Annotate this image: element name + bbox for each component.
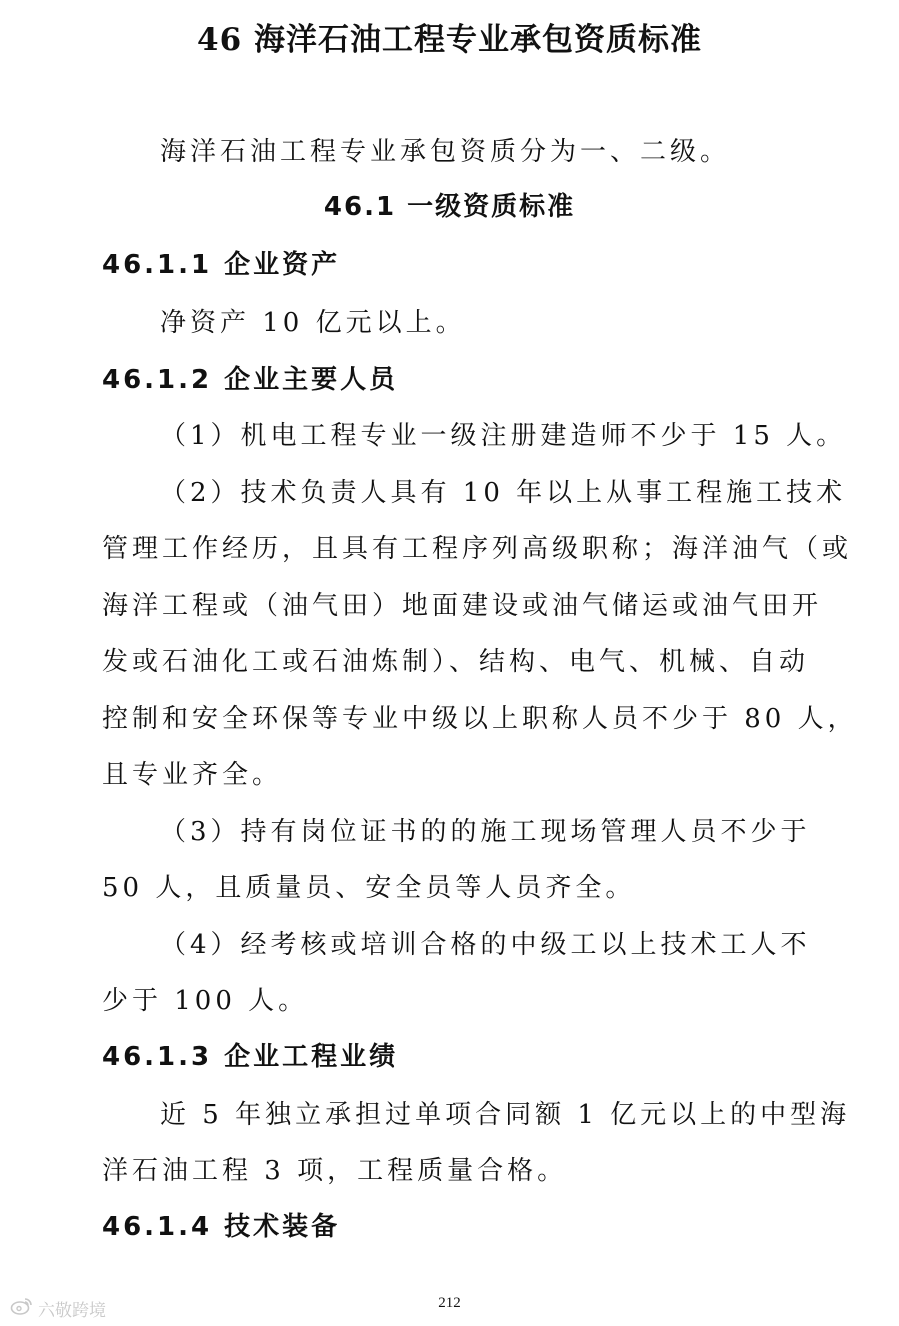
personnel-item-2-line-5: 控制和安全环保等专业中级以上职称人员不少于 80 人， [102, 704, 858, 734]
performance-line-2: 洋石油工程 3 项，工程质量合格。 [102, 1156, 568, 1186]
subsection-heading-46-1-3: 46.1.3 企业工程业绩 [102, 1042, 399, 1072]
personnel-item-3-line-1: （3）持有岗位证书的的施工现场管理人员不少于 [160, 817, 811, 847]
personnel-item-4-line-1: （4）经考核或培训合格的中级工以上技术工人不 [160, 930, 811, 960]
personnel-item-4-line-2: 少于 100 人。 [102, 986, 309, 1016]
section-heading-46-1: 46.1 一级资质标准 [323, 192, 576, 222]
weibo-logo-icon [10, 1296, 38, 1321]
watermark-text: 六敬跨境 [38, 1301, 106, 1321]
personnel-item-2-line-6: 且专业齐全。 [102, 760, 283, 790]
subsection-heading-46-1-4: 46.1.4 技术装备 [102, 1212, 341, 1242]
performance-line-1: 近 5 年独立承担过单项合同额 1 亿元以上的中型海 [160, 1100, 851, 1130]
net-assets-text: 净资产 10 亿元以上。 [160, 308, 466, 338]
personnel-item-2-line-1: （2）技术负责人具有 10 年以上从事工程施工技术 [160, 478, 847, 508]
document-title: 46 海洋石油工程专业承包资质标准 [197, 22, 702, 58]
subsection-heading-46-1-1: 46.1.1 企业资产 [102, 250, 341, 280]
personnel-item-2-line-3: 海洋工程或（油气田）地面建设或油气储运或油气田开 [102, 591, 823, 621]
intro-paragraph: 海洋石油工程专业承包资质分为一、二级。 [160, 137, 731, 167]
personnel-item-2-line-4: 发或石油化工或石油炼制）、结构、电气、机械、自动 [102, 647, 810, 677]
personnel-item-1: （1）机电工程专业一级注册建造师不少于 15 人。 [160, 421, 847, 451]
subsection-heading-46-1-2: 46.1.2 企业主要人员 [102, 365, 399, 395]
personnel-item-3-line-2: 50 人，且质量员、安全员等人员齐全。 [102, 873, 636, 903]
page-number: 212 [438, 1295, 461, 1311]
watermark [10, 1296, 106, 1321]
personnel-item-2-line-2: 管理工作经历，且具有工程序列高级职称；海洋油气（或 [102, 534, 853, 564]
